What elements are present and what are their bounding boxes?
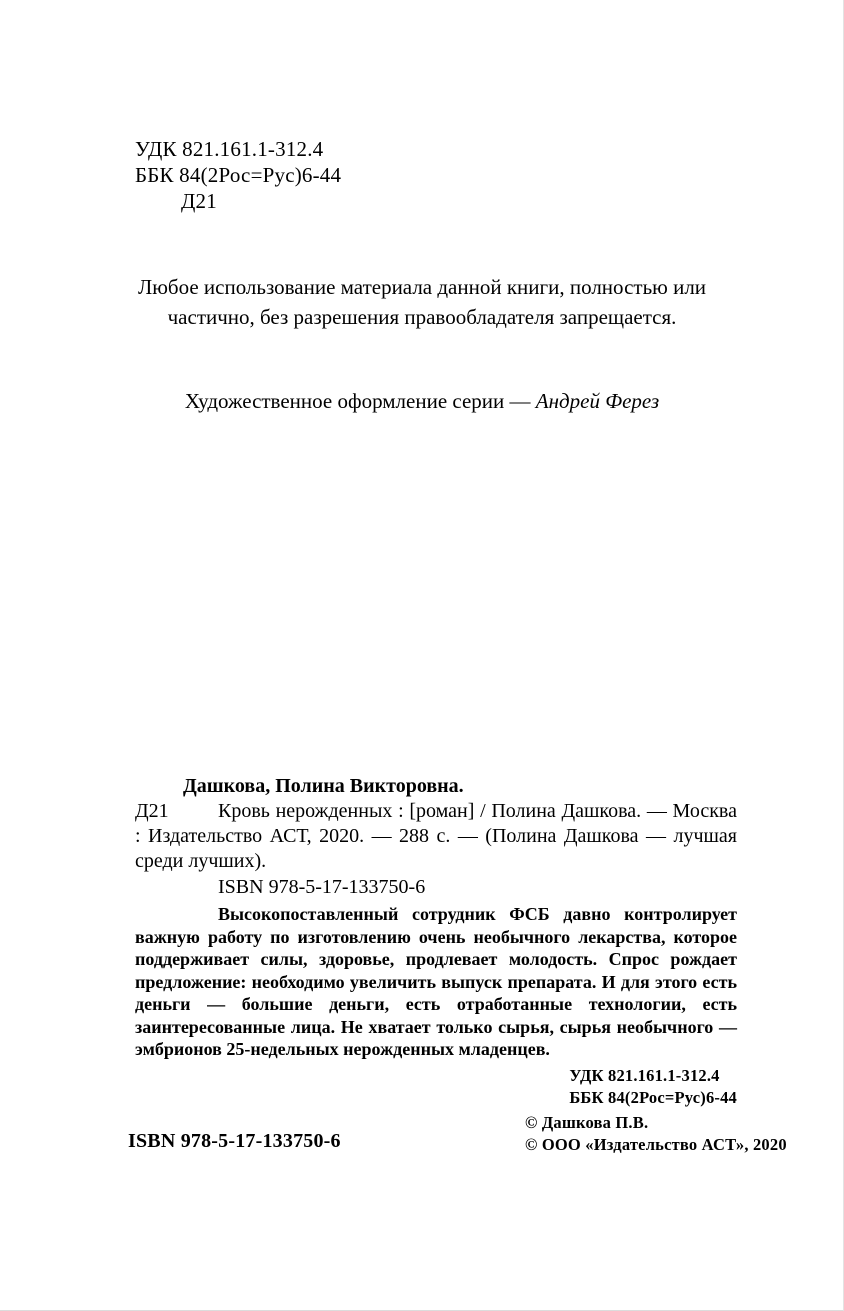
footer-isbn: ISBN 978-5-17-133750-6 [128,1130,341,1152]
book-annotation: Высокопоставленный сотрудник ФСБ давно контролирует важную работу по изготовлению очень необычного лекарства, которое поддерживает силы, здоровье, продлевает молодость. Спрос рождает предложение: необходимо увеличить выпуск препарата. И для этого есть деньги — большие деньги, есть отработанные технологии, есть заинтересованные лица. Не хватает только сырья, сырья необычного — эмбрионов 25-недельных нерожденных младенцев. [135,904,737,1059]
bottom-classification-codes [135,1065,737,1109]
bbk-code-bottom: ББК 84(2Рос=Рус)6-44 [569,1087,737,1107]
udk-code-top: УДК 821.161.1-312.4 [135,137,324,161]
isbn-entry: ISBN 978-5-17-133750-6 [218,876,426,898]
usage-restriction-notice: Любое использование материала данной книги, полностью или частично, без разрешения правообладателя запрещается. [137,275,707,329]
series-design-credit [112,388,732,414]
copyright-block [525,1112,787,1156]
catalog-code-top: Д21 [181,189,217,213]
udk-code-bottom: УДК 821.161.1-312.4 [569,1065,720,1085]
design-credit-prefix: Художественное оформление серии — [184,389,536,413]
designer-name: Андрей Ферез [535,389,660,413]
author-heading: Дашкова, Полина Викторовна. [183,775,464,797]
copyright-author: © Дашкова П.В. [525,1113,649,1132]
bibliographic-description: Кровь нерожденных : [роман] / Полина Дашкова. — Москва : Издательство АСТ, 2020. — 288 с. — (Полина Дашкова — лучшая среди лучших). [135,800,737,872]
catalog-entry-code: Д21 [135,800,169,822]
top-classification-codes [135,136,341,214]
catalog-card [135,774,737,1109]
copyright-publisher: © ООО «Издательство АСТ», 2020 [525,1135,787,1154]
bibliographic-entry [135,799,737,874]
bbk-code-top: ББК 84(2Рос=Рус)6-44 [135,163,342,187]
